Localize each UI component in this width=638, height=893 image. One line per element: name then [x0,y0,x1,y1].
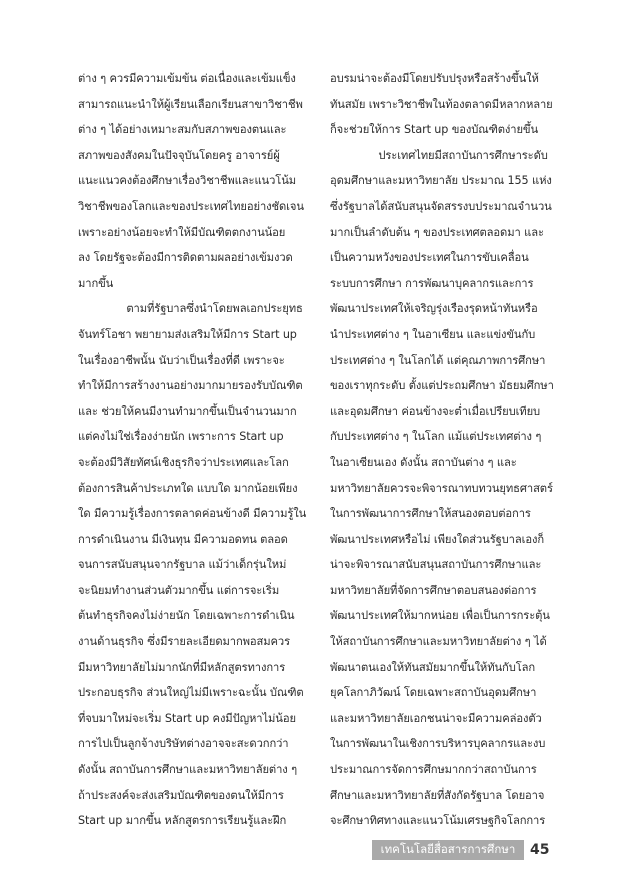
text-line: จนการสนับสนุนจากรัฐบาล แม้ว่าเด็กรุ่นใหม่ [78,558,287,572]
text-line: สามารถแนะนำให้ผู้เรียนเลือกเรียนสาขาวิชาชีพ [78,97,303,111]
text-line: สภาพของสังคมในปัจจุบันโดยครู อาจารย์ผู้ [78,148,280,162]
text-line: ถ้าประสงค์จะส่งเสริมบัณฑิตของตนให้มีการ [78,788,284,802]
text-line: น่าจะพิจารณาสนับสนุนสถาบันการศึกษาและ [330,558,542,572]
text-line: ทันสมัย เพราะวิชาชีพในท้องตลาดมีหลากหลาย [330,97,553,111]
text-line: มหาวิทยาลัยที่จัดการศึกษาตอบสนองต่อการ [330,583,537,597]
text-line: แนะแนวคงต้องศึกษาเรื่องวิชาชีพและแนวโน้ม [78,174,297,188]
text-line: ในการพัฒนาในเชิงการบริหารบุคลากรและงบ [330,737,546,751]
text-line: ก็จะช่วยให้การ Start up ของบัณฑิตง่ายขึ้น [330,123,539,137]
text-line: ต่าง ๆ ได้อย่างเหมาะสมกับสภาพของตนและ [78,123,287,137]
text-line: มีมหาวิทยาลัยไม่มากนักที่มีหลักสูตรทางการ [78,660,286,674]
text-line: การดำเนินงาน มีเงินทุน มีความอดทน ตลอด [78,532,288,546]
text-line: การไปเป็นลูกจ้างบริษัทต่างอาจจะสะดวกกว่า [78,737,289,751]
journal-title: เทคโนโลยีสื่อสารการศึกษา [380,842,516,856]
text-line: พัฒนาประเทศหรือไม่ เพียงใดส่วนรัฐบาลเองก็ [330,532,544,546]
text-line: ใด มีความรู้เรื่องการตลาดค่อนข้างดี มีความรู้ใน [78,507,307,521]
text-line: จะนิยมทำงานส่วนตัวมากขึ้น แต่การจะเริ่ม [78,583,280,597]
text-line: ต่าง ๆ ควรมีความเข้มข้น ต่อเนื่องและเข้มแข็ง [78,72,296,85]
page-number: 45 [530,842,550,858]
text-line: ต้องการสินค้าประเภทใด แบบใด มากน้อยเพียง [78,481,298,495]
text-line: ศึกษาและมหาวิทยาลัยที่สังกัดรัฐบาล โดยอาจ [330,788,545,802]
text-line: ประเทศต่าง ๆ ในโลกได้ แต่คุณภาพการศึกษา [330,353,546,367]
text-line: อุดมศึกษาและมหาวิทยาลัย ประมาณ 155 แห่ง [330,174,552,188]
text-line: กับประเทศต่าง ๆ ในโลก แม้แต่ประเทศต่าง ๆ [330,430,542,444]
text-line: ลง โดยรัฐจะต้องมีการติดตามผลอย่างเข้มงวด [78,251,293,265]
text-line: ทำให้มีการสร้างงานอย่างมากมายรองรับบัณฑิต [78,379,303,393]
text-line: พัฒนาประเทศให้มากหน่อย เพื่อเป็นการกระตุ้น [330,609,550,623]
text-line: และ ช่วยให้คนมีงานทำมากขึ้นเป็นจำนวนมาก [78,404,297,418]
text-line: นำประเทศต่าง ๆ ในอาเซียน และแข่งขันกับ [330,327,536,341]
text-line: ในเรื่องอาชีพนั้น นับว่าเป็นเรื่องที่ดี เพราะจะ [78,353,285,367]
text-line: แต่คงไม่ใช่เรื่องง่ายนัก เพราะการ Start up [78,430,284,444]
text-line: ต้นทำธุรกิจคงไม่ง่ายนัก โดยเฉพาะการดำเนิน [78,609,295,623]
text-line: ประเทศไทยมีสถาบันการศึกษาระดับ [330,148,548,162]
text-line: อบรมน่าจะต้องมีโดยปรับปรุงหรือสร้างขึ้นให้ [330,72,539,85]
text-line: พัฒนาตนเองให้ทันสมัยมากขึ้นให้ทันกับโลก [330,660,536,674]
text-line: มากเป็นลำดับต้น ๆ ของประเทศตลอดมา และ [330,225,544,239]
text-line: จะต้องมีวิสัยทัศน์เชิงธุรกิจว่าประเทศและโลก [78,455,289,469]
text-line: มหาวิทยาลัยควรจะพิจารณาทบทวนยุทธศาสตร์ [330,481,553,495]
text-line: มากขึ้น [78,276,114,290]
text-line: และมหาวิทยาลัยเอกชนน่าจะมีความคล่องตัว [330,711,542,725]
text-line: ระบบการศึกษา การพัฒนาบุคลากรและการ [330,276,534,290]
text-line: ของเราทุกระดับ ตั้งแต่ประถมศึกษา มัธยมศึกษา [330,379,554,393]
text-line: เพราะอย่างน้อยจะทำให้มีบัณฑิตตกงานน้อย [78,225,286,239]
text-line: ที่จบมาใหม่จะเริ่ม Start up คงมีปัญหาไม่น้อย [78,711,296,725]
text-line: วิชาชีพของโลกและของประเทศไทยอย่างชัดเจน [78,199,304,213]
text-line: งานด้านธุรกิจ ซึ่งมีรายละเอียดมากพอสมควร [78,635,291,649]
text-line: เป็นความหวังของประเทศในการขับเคลื่อน [330,251,529,265]
text-line: ประกอบธุรกิจ ส่วนใหญ่ไม่มีเพราะฉะนั้น บัณฑิต [78,686,304,700]
left-text-column [78,66,318,834]
text-line: ในอาเซียนเอง ดังนั้น สถาบันต่าง ๆ และ [330,455,517,469]
text-line: พัฒนาประเทศให้เจริญรุ่งเรืองรุดหน้าทันหรือ [330,302,538,316]
text-line: และอุดมศึกษา ค่อนข้างจะต่ำเมื่อเปรียบเทียบ [330,404,541,418]
text-line: Start up มากขึ้น หลักสูตรการเรียนรู้และฝึก [78,814,287,828]
text-line: ตามที่รัฐบาลซึ่งนำโดยพลเอกประยุทธ [78,302,303,316]
right-text-column [330,66,570,834]
text-line: ดังนั้น สถาบันการศึกษาและมหาวิทยาลัยต่าง ๆ [78,763,297,777]
text-line: ให้สถาบันการศึกษาและมหาวิทยาลัยต่าง ๆ ได้ [330,635,547,649]
text-line: จะศึกษาทิศทางและแนวโน้มเศรษฐกิจโลกการ [330,814,546,828]
text-line: จันทร์โอชา พยายามส่งเสริมให้มีการ Start up [78,327,297,341]
text-line: ยุคโลกาภิวัฒน์ โดยเฉพาะสถาบันอุดมศึกษา [330,686,537,700]
text-line: ซึ่งรัฐบาลได้สนับสนุนจัดสรรงบประมาณจำนวน [330,199,552,213]
footer-title-bar [372,840,524,860]
text-line: ประมาณการจัดการศึกษมากกว่าสถาบันการ [330,763,537,777]
text-line: ในการพัฒนาการศึกษาให้สนองตอบต่อการ [330,507,531,521]
